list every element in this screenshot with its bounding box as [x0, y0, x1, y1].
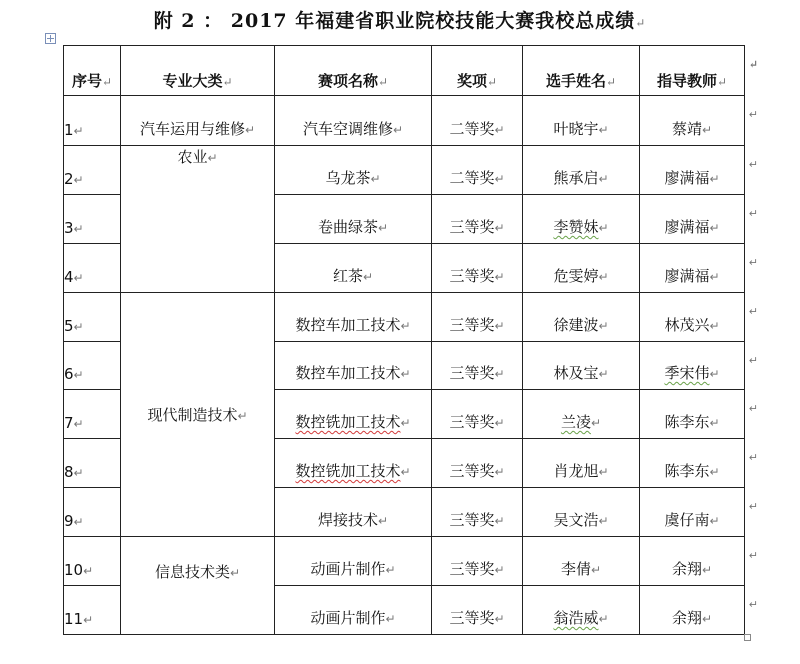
cell-text: 焊接技术 [317, 511, 378, 529]
paragraph-mark: ↵ [635, 16, 647, 30]
cell-text: 卷曲绿茶 [317, 218, 378, 236]
cell-text: 翁浩威 [553, 609, 599, 627]
cell-award [432, 342, 523, 390]
paragraph-mark: ↵ [709, 221, 720, 235]
paragraph-mark: ↵ [494, 563, 505, 577]
row-end-mark: ↵ [748, 354, 758, 367]
cell-award [432, 439, 523, 488]
table-row [64, 146, 745, 195]
paragraph-mark: ↵ [362, 270, 374, 284]
cell-text: 蔡靖 [671, 120, 702, 138]
cell-seq [64, 342, 121, 390]
cell-text: 10 [64, 561, 84, 579]
cell-text: 7 [64, 414, 74, 432]
cell-award [432, 244, 523, 293]
cell-text: 数控铣加工技术 [295, 462, 401, 480]
cell-seq [64, 146, 121, 195]
paragraph-mark: ↵ [83, 564, 94, 578]
cell-seq [64, 390, 121, 439]
cell-teacher [640, 537, 758, 586]
cell-teacher [640, 439, 758, 488]
cell-teacher [640, 195, 758, 244]
paragraph-mark: ↵ [598, 270, 609, 284]
paragraph-mark: ↵ [385, 612, 396, 626]
row-end-mark: ↵ [748, 549, 758, 562]
cell-player [523, 439, 640, 488]
cell-teacher [640, 96, 758, 146]
cell-player [523, 195, 640, 244]
cell-text: 吴文浩 [553, 511, 599, 529]
cell-event [275, 146, 432, 195]
paragraph-mark: ↵ [377, 75, 389, 89]
cell-text: 奖项 [456, 72, 487, 90]
paragraph-mark: ↵ [598, 319, 609, 333]
table-move-handle-icon[interactable] [45, 33, 56, 44]
row-end-mark: ↵ [748, 207, 758, 220]
paragraph-mark: ↵ [377, 514, 389, 528]
cell-major-it [121, 537, 275, 635]
paragraph-mark: ↵ [377, 221, 389, 235]
paragraph-mark: ↵ [709, 514, 720, 528]
cell-text: 李倩 [560, 560, 591, 578]
paragraph-mark: ↵ [494, 172, 505, 186]
header-teacher [640, 46, 758, 96]
cell-award [432, 488, 523, 537]
header-player [523, 46, 640, 96]
row-end-mark: ↵ [748, 58, 758, 71]
cell-event [275, 439, 432, 488]
results-table [63, 45, 758, 635]
cell-player [523, 146, 640, 195]
paragraph-mark: ↵ [701, 123, 713, 137]
paragraph-mark: ↵ [709, 172, 720, 186]
paragraph-mark: ↵ [73, 320, 84, 334]
paragraph-mark: ↵ [237, 409, 248, 423]
cell-event [275, 586, 432, 635]
cell-text: 三等奖 [449, 413, 495, 431]
cell-text: 叶晓宇 [553, 120, 599, 138]
cell-text: 6 [64, 365, 74, 383]
cell-text: 红茶 [332, 267, 363, 285]
cell-text: 余翔 [671, 560, 702, 578]
cell-award [432, 293, 523, 342]
paragraph-mark: ↵ [598, 612, 609, 626]
cell-award [432, 586, 523, 635]
cell-text: 陈李东 [664, 413, 710, 431]
cell-player [523, 244, 640, 293]
paragraph-mark: ↵ [709, 270, 720, 284]
cell-text: 廖满福 [664, 218, 710, 236]
cell-text: 数控车加工技术 [295, 364, 401, 382]
cell-event [275, 488, 432, 537]
cell-seq [64, 195, 121, 244]
cell-text: 林茂兴 [664, 316, 710, 334]
cell-event [275, 537, 432, 586]
cell-teacher [640, 390, 758, 439]
cell-text: 徐建波 [553, 316, 599, 334]
paragraph-mark: ↵ [222, 75, 233, 89]
cell-text: 危雯婷 [553, 267, 599, 285]
header-row [64, 46, 745, 96]
paragraph-mark: ↵ [73, 417, 84, 431]
cell-player [523, 537, 640, 586]
cell-text: 数控车加工技术 [295, 316, 401, 334]
paragraph-mark: ↵ [709, 465, 720, 479]
cell-event [275, 293, 432, 342]
document-title [0, 6, 800, 33]
cell-text: 1 [64, 121, 74, 139]
row-end-mark: ↵ [748, 500, 758, 513]
cell-player [523, 342, 640, 390]
cell-text: 林及宝 [553, 364, 599, 382]
cell-teacher [640, 146, 758, 195]
paragraph-mark: ↵ [494, 319, 505, 333]
paragraph-mark: ↵ [590, 416, 602, 430]
table-row [64, 293, 745, 342]
cell-text: 动画片制作 [310, 560, 386, 578]
cell-teacher [640, 244, 758, 293]
paragraph-mark: ↵ [494, 514, 505, 528]
header-major [121, 46, 275, 96]
table-row [64, 537, 745, 586]
paragraph-mark: ↵ [400, 319, 411, 333]
header-award [432, 46, 523, 96]
cell-text: 5 [64, 317, 74, 335]
paragraph-mark: ↵ [370, 172, 381, 186]
cell-text: 三等奖 [449, 316, 495, 334]
cell-text: 2 [64, 170, 74, 188]
paragraph-mark: ↵ [709, 416, 720, 430]
cell-text: 乌龙茶 [325, 169, 371, 187]
cell-text: 信息技术类 [154, 563, 230, 581]
paragraph-mark: ↵ [598, 367, 609, 381]
paragraph-mark: ↵ [400, 416, 411, 430]
cell-event [275, 342, 432, 390]
cell-text: 专业大类 [162, 72, 223, 90]
paragraph-mark: ↵ [494, 367, 505, 381]
header-event [275, 46, 432, 96]
cell-text: 数控铣加工技术 [295, 413, 401, 431]
paragraph-mark: ↵ [709, 319, 720, 333]
cell-text: 汽车运用与维修 [139, 120, 245, 138]
cell-text: 选手姓名 [545, 72, 606, 90]
cell-player [523, 390, 640, 439]
cell-text: 动画片制作 [310, 609, 386, 627]
paragraph-mark: ↵ [400, 367, 411, 381]
cell-text: 三等奖 [449, 267, 495, 285]
cell-text: 4 [64, 268, 74, 286]
cell-seq [64, 488, 121, 537]
cell-teacher [640, 293, 758, 342]
paragraph-mark: ↵ [73, 368, 84, 382]
row-end-mark: ↵ [748, 598, 758, 611]
row-end-mark: ↵ [748, 158, 758, 171]
cell-text: 现代制造技术 [147, 406, 238, 424]
cell-player [523, 488, 640, 537]
cell-event [275, 390, 432, 439]
paragraph-mark: ↵ [73, 466, 84, 480]
cell-seq [64, 244, 121, 293]
cell-award [432, 96, 523, 146]
paragraph-mark: ↵ [73, 271, 84, 285]
cell-text: 三等奖 [449, 560, 495, 578]
cell-text: 二等奖 [449, 169, 495, 187]
paragraph-mark: ↵ [101, 75, 113, 89]
cell-text: 三等奖 [449, 218, 495, 236]
row-end-mark: ↵ [748, 256, 758, 269]
cell-seq [64, 96, 121, 146]
paragraph-mark: ↵ [207, 151, 218, 165]
cell-teacher [640, 342, 758, 390]
cell-text: 赛项名称 [317, 72, 378, 90]
paragraph-mark: ↵ [83, 613, 94, 627]
paragraph-mark: ↵ [73, 173, 84, 187]
paragraph-mark: ↵ [494, 123, 505, 137]
paragraph-mark: ↵ [73, 222, 84, 236]
cell-text: 附 2 ： 2017 年福建省职业院校技能大赛我校总成绩 [153, 10, 636, 32]
cell-text: 廖满福 [664, 169, 710, 187]
paragraph-mark: ↵ [244, 123, 256, 137]
cell-player [523, 293, 640, 342]
cell-text: 三等奖 [449, 511, 495, 529]
cell-award [432, 195, 523, 244]
table-row [64, 96, 745, 146]
paragraph-mark: ↵ [701, 612, 713, 626]
paragraph-mark: ↵ [709, 367, 720, 381]
cell-text: 余翔 [671, 609, 702, 627]
cell-text: 指导教师 [656, 72, 717, 90]
cell-text: 3 [64, 219, 74, 237]
cell-player [523, 586, 640, 635]
table-resize-handle-icon[interactable] [744, 634, 751, 641]
cell-text: 肖龙旭 [553, 462, 599, 480]
paragraph-mark: ↵ [590, 563, 602, 577]
paragraph-mark: ↵ [486, 75, 498, 89]
cell-text: 11 [64, 610, 84, 628]
header-seq [64, 46, 121, 96]
cell-award [432, 146, 523, 195]
paragraph-mark: ↵ [598, 465, 609, 479]
paragraph-mark: ↵ [494, 270, 505, 284]
cell-teacher [640, 586, 758, 635]
cell-text: 廖满福 [664, 267, 710, 285]
cell-player [523, 96, 640, 146]
cell-text: 9 [64, 512, 74, 530]
cell-text: 虞仔南 [664, 511, 710, 529]
cell-award [432, 537, 523, 586]
row-end-mark: ↵ [748, 402, 758, 415]
cell-text: 汽车空调维修 [302, 120, 393, 138]
cell-text: 熊承启 [553, 169, 599, 187]
cell-text: 陈李东 [664, 462, 710, 480]
paragraph-mark: ↵ [229, 566, 241, 580]
cell-seq [64, 586, 121, 635]
paragraph-mark: ↵ [400, 465, 411, 479]
cell-text: 李赞妹 [553, 218, 599, 236]
row-end-mark: ↵ [748, 305, 758, 318]
cell-text: 三等奖 [449, 609, 495, 627]
cell-text: 兰凌 [560, 413, 591, 431]
cell-award [432, 390, 523, 439]
paragraph-mark: ↵ [73, 124, 84, 138]
cell-seq [64, 293, 121, 342]
row-end-mark: ↵ [748, 451, 758, 464]
paragraph-mark: ↵ [494, 612, 505, 626]
row-end-mark: ↵ [748, 108, 758, 121]
paragraph-mark: ↵ [598, 123, 609, 137]
paragraph-mark: ↵ [494, 465, 505, 479]
cell-event [275, 96, 432, 146]
cell-seq [64, 537, 121, 586]
cell-text: 农业 [177, 148, 208, 166]
paragraph-mark: ↵ [598, 172, 609, 186]
paragraph-mark: ↵ [605, 75, 617, 89]
paragraph-mark: ↵ [598, 221, 609, 235]
paragraph-mark: ↵ [392, 123, 404, 137]
paragraph-mark: ↵ [494, 416, 505, 430]
cell-event [275, 195, 432, 244]
paragraph-mark: ↵ [701, 563, 713, 577]
cell-major-auto [121, 96, 275, 146]
cell-text: 季宋伟 [664, 364, 710, 382]
cell-text: 三等奖 [449, 364, 495, 382]
cell-major-agri [121, 146, 275, 293]
paragraph-mark: ↵ [598, 514, 609, 528]
cell-text: 二等奖 [449, 120, 495, 138]
paragraph-mark: ↵ [73, 515, 84, 529]
cell-teacher [640, 488, 758, 537]
cell-text: 序号 [71, 72, 102, 90]
cell-text: 三等奖 [449, 462, 495, 480]
cell-text: 8 [64, 463, 74, 481]
cell-seq [64, 439, 121, 488]
paragraph-mark: ↵ [716, 75, 728, 89]
cell-event [275, 244, 432, 293]
cell-major-mfg [121, 293, 275, 537]
paragraph-mark: ↵ [494, 221, 505, 235]
paragraph-mark: ↵ [385, 563, 396, 577]
